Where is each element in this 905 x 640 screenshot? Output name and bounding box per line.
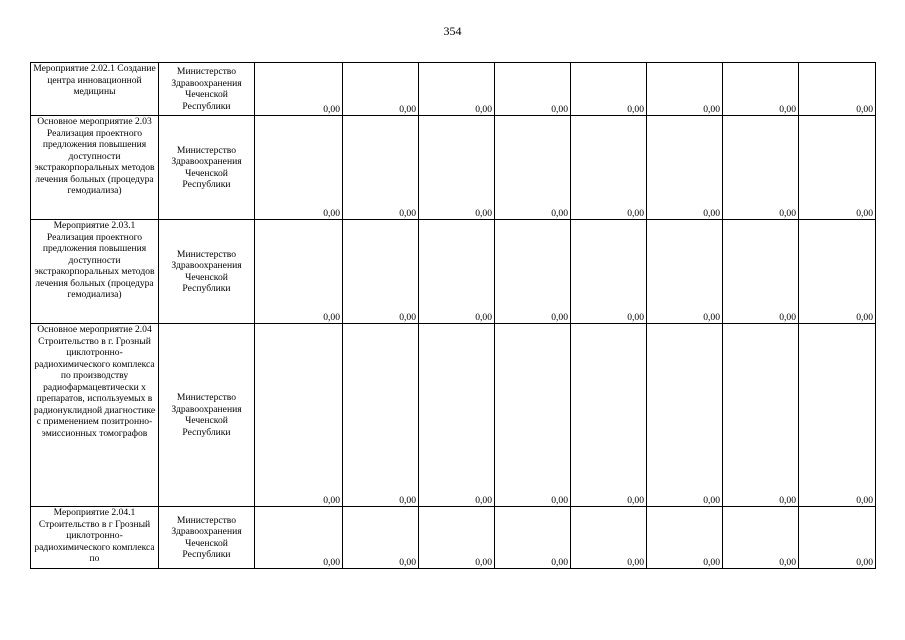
executor-cell: Министерство Здравоохранения Чеченской Республики [159, 116, 255, 220]
table-row [31, 507, 876, 569]
value-cell: 0,00 [799, 63, 876, 116]
value-cell: 0,00 [495, 220, 571, 324]
value-cell: 0,00 [419, 116, 495, 220]
value-cell: 0,00 [255, 63, 343, 116]
value-cell: 0,00 [647, 116, 723, 220]
value-cell: 0,00 [255, 507, 343, 569]
value-cell: 0,00 [571, 507, 647, 569]
value-cell: 0,00 [419, 507, 495, 569]
value-cell: 0,00 [571, 116, 647, 220]
table-row [31, 63, 876, 116]
value-cell: 0,00 [647, 507, 723, 569]
value-cell: 0,00 [799, 324, 876, 507]
value-cell: 0,00 [495, 324, 571, 507]
value-cell: 0,00 [723, 507, 799, 569]
executor-cell: Министерство Здравоохранения Чеченской Республики [159, 507, 255, 569]
value-cell: 0,00 [723, 63, 799, 116]
value-cell: 0,00 [571, 63, 647, 116]
table-row [31, 324, 876, 507]
table-row [31, 116, 876, 220]
value-cell: 0,00 [799, 220, 876, 324]
value-cell: 0,00 [723, 220, 799, 324]
value-cell: 0,00 [255, 220, 343, 324]
executor-cell: Министерство Здравоохранения Чеченской Республики [159, 63, 255, 116]
value-cell: 0,00 [495, 507, 571, 569]
value-cell: 0,00 [343, 507, 419, 569]
page-number: 354 [443, 24, 462, 38]
value-cell: 0,00 [343, 63, 419, 116]
activity-name-cell: Основное мероприятие 2.03 Реализация проектного предложения повышения доступности экстракорпоральных методов лечения больных (процедура гемодиализа) [31, 116, 159, 220]
executor-cell: Министерство Здравоохранения Чеченской Республики [159, 324, 255, 507]
value-cell: 0,00 [723, 116, 799, 220]
value-cell: 0,00 [419, 63, 495, 116]
value-cell: 0,00 [343, 116, 419, 220]
value-cell: 0,00 [419, 220, 495, 324]
activity-name-cell: Мероприятие 2.03.1 Реализация проектного предложения повышения доступности экстракорпоральных методов лечения больных (процедура гемодиализа) [31, 220, 159, 324]
value-cell: 0,00 [799, 507, 876, 569]
executor-cell: Министерство Здравоохранения Чеченской Республики [159, 220, 255, 324]
value-cell: 0,00 [799, 116, 876, 220]
budget-table [30, 62, 876, 569]
value-cell: 0,00 [647, 324, 723, 507]
value-cell: 0,00 [343, 324, 419, 507]
value-cell: 0,00 [647, 63, 723, 116]
value-cell: 0,00 [571, 324, 647, 507]
value-cell: 0,00 [255, 324, 343, 507]
value-cell: 0,00 [495, 116, 571, 220]
activity-name-cell: Мероприятие 2.02.1 Создание центра инновационной медицины [31, 63, 159, 116]
value-cell: 0,00 [495, 63, 571, 116]
value-cell: 0,00 [571, 220, 647, 324]
value-cell: 0,00 [419, 324, 495, 507]
value-cell: 0,00 [343, 220, 419, 324]
value-cell: 0,00 [647, 220, 723, 324]
value-cell: 0,00 [723, 324, 799, 507]
activity-name-cell: Основное мероприятие 2.04 Строительство в г. Грозный циклотронно-радиохимического комплекса по производству радиофармацевтически х препаратов, используемых в радионуклидной диагностике с применением позитронно-эмиссионных томографов [31, 324, 159, 507]
value-cell: 0,00 [255, 116, 343, 220]
activity-name-cell: Мероприятие 2.04.1 Строительство в г Грозный циклотронно-радиохимического комплекса по [31, 507, 159, 569]
table-row [31, 220, 876, 324]
